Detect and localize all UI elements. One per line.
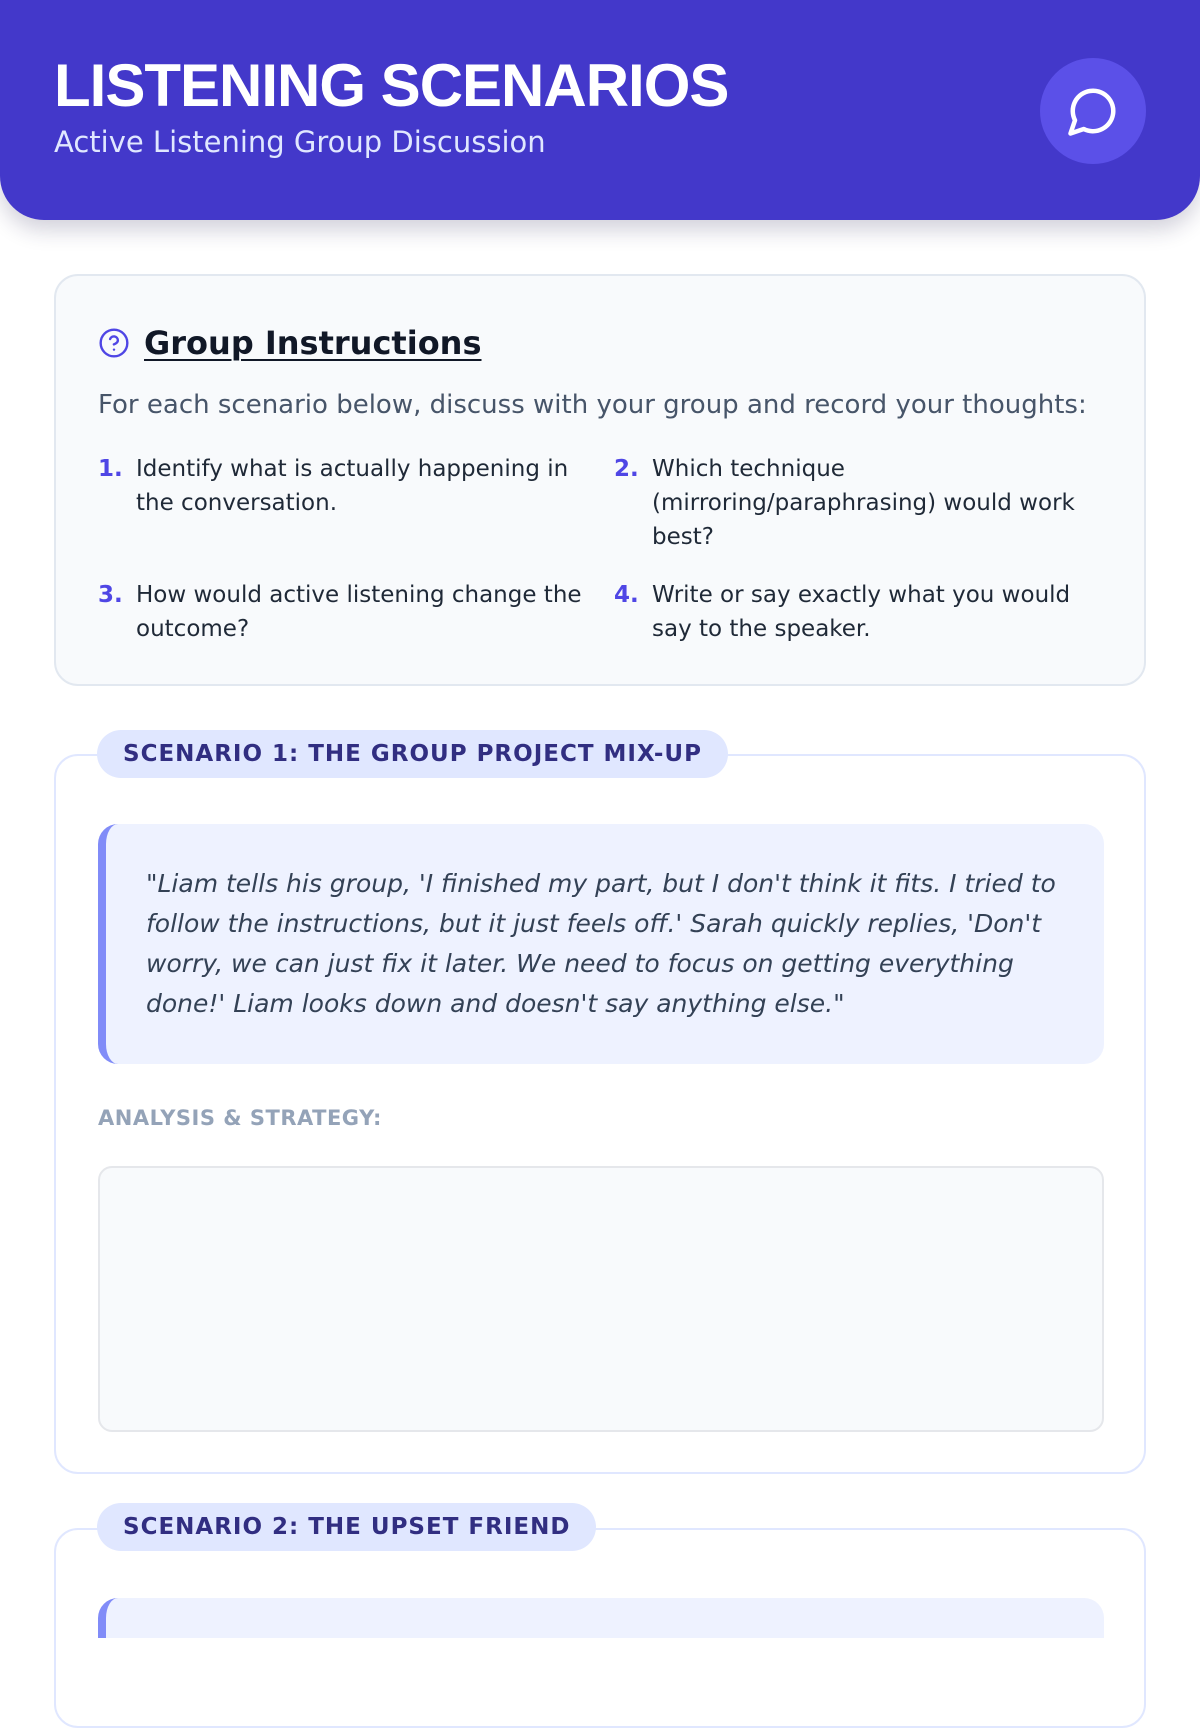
question-circle-icon: [98, 327, 130, 359]
scenario-quote: "Liam tells his group, 'I finished my part, but I don't think it fits. I tried to follow the instructions, but it just feels off.' Sarah quickly replies, 'Don't worry, we can just fix it later. We need to focus on getting everything done!' Liam looks down and doesn't say anything else.": [98, 824, 1104, 1064]
instruction-step: [614, 452, 1114, 554]
step-text: How would active listening change the outcome?: [136, 582, 582, 642]
step-number: 3.: [98, 582, 123, 608]
chat-button[interactable]: [1040, 58, 1146, 164]
step-number: 4.: [614, 582, 639, 608]
scenario-tag: SCENARIO 2: THE UPSET FRIEND: [97, 1503, 596, 1551]
analysis-textarea[interactable]: [98, 1166, 1104, 1432]
scenario-tag: SCENARIO 1: THE GROUP PROJECT MIX-UP: [97, 730, 728, 778]
page-title: LISTENING SCENARIOS: [54, 52, 729, 119]
step-number: 2.: [614, 456, 639, 482]
step-text: Identify what is actually happening in the conversation.: [136, 456, 569, 516]
page-subtitle: Active Listening Group Discussion: [54, 125, 546, 159]
instructions-title: Group Instructions: [144, 324, 482, 362]
scenario-card: [54, 1528, 1146, 1728]
page-header: [0, 0, 1200, 220]
analysis-label: ANALYSIS & STRATEGY:: [98, 1106, 382, 1130]
step-number: 1.: [98, 456, 123, 482]
instruction-step: [98, 578, 598, 646]
instruction-step: [614, 578, 1114, 646]
scenario-card: [54, 754, 1146, 1474]
instructions-panel: [54, 274, 1146, 686]
chat-bubble-icon: [1066, 84, 1120, 138]
instructions-header: [98, 324, 482, 362]
scenario-quote: [98, 1598, 1104, 1638]
instruction-step: [98, 452, 598, 520]
step-text: Which technique (mirroring/paraphrasing) would work best?: [652, 456, 1075, 550]
step-text: Write or say exactly what you would say to the speaker.: [652, 582, 1071, 642]
instructions-intro: For each scenario below, discuss with your group and record your thoughts:: [98, 390, 1087, 420]
